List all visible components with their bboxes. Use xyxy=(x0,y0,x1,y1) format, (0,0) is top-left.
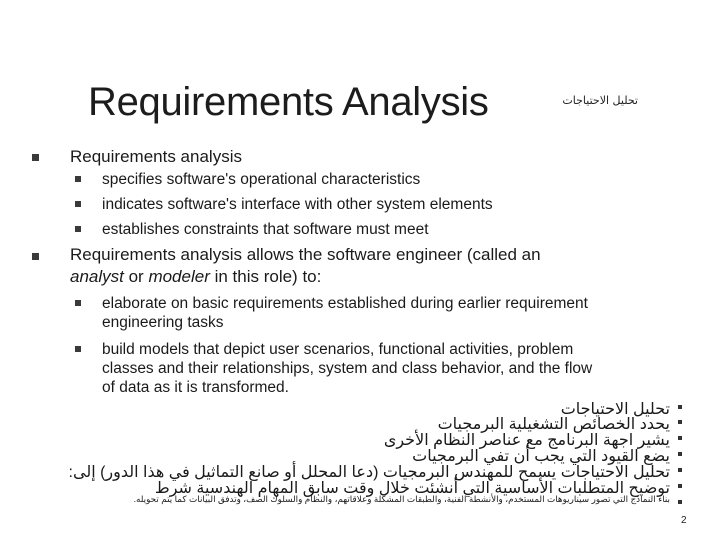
arabic-bullet-marker xyxy=(678,484,682,488)
bullet-analysis-allows-line2 xyxy=(70,266,321,288)
bullet-marker xyxy=(32,253,39,260)
sub-bullet-interface: indicates software's interface with other system elements xyxy=(102,196,493,213)
arabic-bullet-marker xyxy=(678,405,682,409)
arabic-note: تحليل الاحتياجات xyxy=(560,401,670,418)
arabic-note: تحليل الاحتياجات يسمح للمهندس البرمجيات (دعا المحلل أو صانع التماثيل في هذا الدور) إلى: xyxy=(68,464,670,481)
slide-title: Requirements Analysis xyxy=(88,80,489,124)
sub-bullet-models-line1: build models that depict user scenarios, functional activities, problem xyxy=(102,341,574,358)
arabic-bullet-marker xyxy=(678,436,682,440)
analyst-term: analyst xyxy=(70,267,124,286)
sub-bullet-elaborate-line2: engineering tasks xyxy=(102,314,224,331)
arabic-note: يحدد الخصائص التشغيلية البرمجيات xyxy=(437,416,670,433)
or-text: or xyxy=(123,267,149,286)
arabic-bullet-marker xyxy=(678,468,682,472)
sub-bullet-operational: specifies software's operational characteristics xyxy=(102,171,421,188)
sub-bullet-models-line3: of data as it is transformed. xyxy=(102,379,289,396)
arabic-bullet-marker xyxy=(678,420,682,424)
arabic-title: تحليل الاحتياجات xyxy=(562,94,638,107)
sub-bullet-marker xyxy=(75,226,81,232)
sub-bullet-marker xyxy=(75,300,81,306)
bullet-marker xyxy=(32,154,39,161)
arabic-note: يضع القيود التي يجب أن تفي البرمجيات xyxy=(412,448,670,465)
role-text: in this role) to: xyxy=(209,267,322,286)
modeler-term: modeler xyxy=(148,267,210,286)
arabic-note: بناء النماذج التي تصور سيناريوهات المستخدم، والأنشطة الفنية، والطبقات المشكلة وعلاقاتهم، والنظام والسلوك الصف، وتدفق البيانات كما يتم تحويله. xyxy=(133,494,670,504)
bullet-analysis-allows-line1: Requirements analysis allows the software engineer (called an xyxy=(70,245,541,264)
bullet-requirements-analysis: Requirements analysis xyxy=(70,147,242,166)
sub-bullet-marker xyxy=(75,201,81,207)
arabic-bullet-marker xyxy=(678,500,682,504)
arabic-bullet-marker xyxy=(678,452,682,456)
sub-bullet-marker xyxy=(75,346,81,352)
sub-bullet-marker xyxy=(75,176,81,182)
arabic-note: يشير اجهة البرنامج مع عناصر النظام الأخرى xyxy=(383,432,670,449)
arabic-note: توضيح المتطلبات الأساسية التي أنشئت خلال وقت سابق المهام الهندسية شرط xyxy=(154,480,670,497)
page-number: 2 xyxy=(681,515,687,526)
sub-bullet-constraints: establishes constraints that software must meet xyxy=(102,221,429,238)
sub-bullet-elaborate-line1: elaborate on basic requirements established during earlier requirement xyxy=(102,295,588,312)
sub-bullet-models-line2: classes and their relationships, system and class behavior, and the flow xyxy=(102,360,593,377)
